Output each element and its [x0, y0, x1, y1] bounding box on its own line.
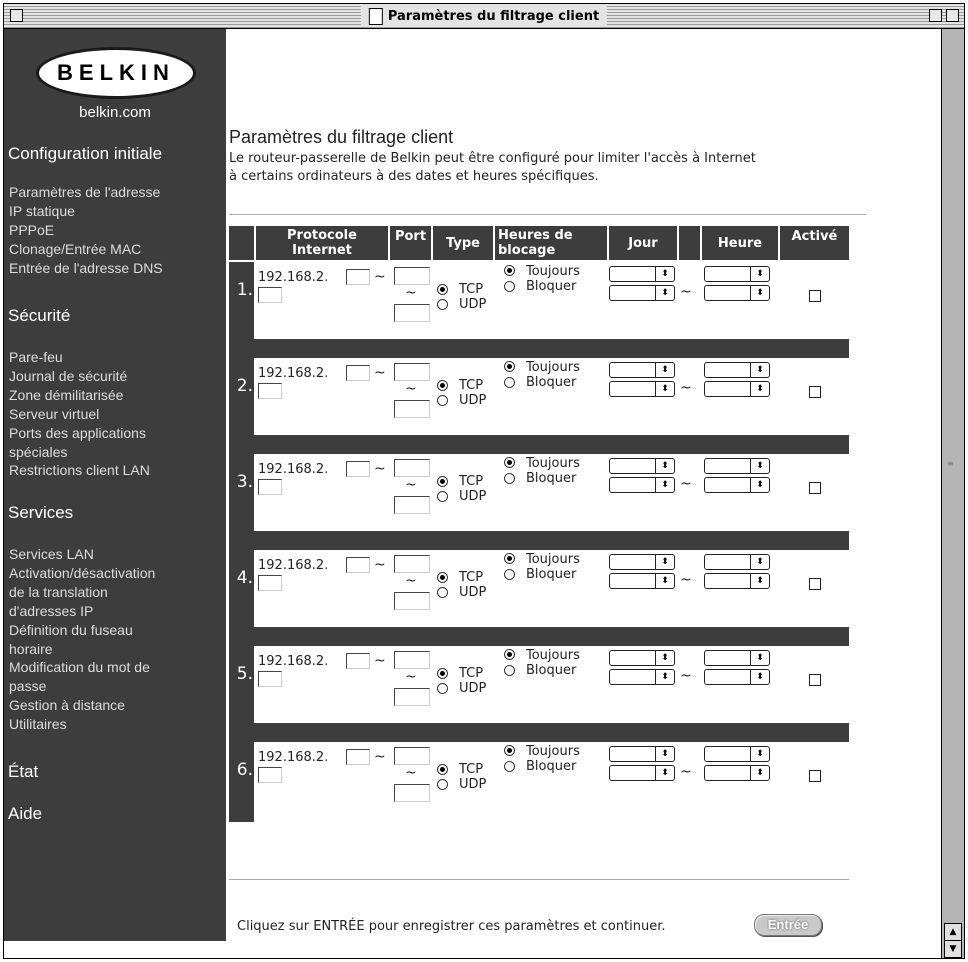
udp-radio[interactable]	[437, 683, 448, 694]
ip-range-tilde: ~	[374, 269, 386, 285]
sidebar-item[interactable]: d'adresses IP	[9, 602, 94, 619]
udp-label: UDP	[459, 585, 487, 600]
select-arrows-icon: ⬍	[655, 267, 674, 281]
ip-end-field[interactable]	[258, 575, 282, 591]
scroll-down-arrow-icon[interactable]: ▼	[944, 940, 962, 958]
always-radio[interactable]	[504, 265, 515, 276]
port-end-field[interactable]	[394, 592, 430, 610]
select-arrows-icon: ⬍	[750, 286, 769, 300]
always-radio[interactable]	[504, 649, 515, 660]
block-label: Bloquer	[526, 663, 577, 678]
header-type: Type	[433, 226, 493, 260]
port-start-field[interactable]	[394, 555, 430, 573]
always-radio[interactable]	[504, 745, 515, 756]
tcp-label: TCP	[459, 666, 484, 681]
ip-prefix: 192.168.2.	[258, 750, 329, 765]
header-port: Port	[390, 226, 431, 260]
select-arrows-icon: ⬍	[750, 382, 769, 396]
block-label: Bloquer	[526, 567, 577, 582]
port-range-tilde: ~	[405, 381, 417, 397]
udp-radio[interactable]	[437, 779, 448, 790]
always-radio[interactable]	[504, 553, 515, 564]
sidebar-item[interactable]: Paramètres de l'adresse	[9, 184, 161, 200]
select-arrows-icon: ⬍	[750, 363, 769, 377]
row-number-cell	[229, 550, 254, 630]
divider-bottom	[229, 879, 849, 880]
row-number-cell	[229, 646, 254, 726]
close-box-icon[interactable]	[10, 9, 23, 22]
sidebar-item[interactable]: Activation/désactivation	[9, 564, 156, 581]
hour-end-select[interactable]	[704, 765, 770, 781]
ip-prefix: 192.168.2.	[258, 462, 329, 477]
sidebar-item[interactable]: Restrictions client LAN	[9, 462, 150, 479]
tcp-label: TCP	[459, 378, 484, 393]
enabled-checkbox[interactable]	[809, 290, 821, 302]
hour-end-select[interactable]	[704, 381, 770, 397]
select-arrows-icon: ⬍	[655, 286, 674, 300]
sidebar-item[interactable]: Clonage/Entrée MAC	[9, 240, 142, 257]
select-arrows-icon: ⬍	[750, 747, 769, 761]
zoom-box-icon[interactable]	[929, 9, 942, 22]
select-arrows-icon: ⬍	[655, 651, 674, 665]
sidebar-item[interactable]: Utilitaires	[9, 716, 67, 733]
tcp-radio[interactable]	[437, 380, 448, 391]
sidebar-heading[interactable]: Services	[8, 503, 74, 522]
sidebar-item[interactable]: Pare-feu	[9, 349, 63, 365]
sidebar-heading[interactable]: Sécurité	[8, 306, 71, 325]
port-start-field[interactable]	[394, 747, 430, 765]
select-arrows-icon: ⬍	[655, 382, 674, 396]
row-separator-band	[229, 627, 849, 646]
tcp-radio[interactable]	[437, 668, 448, 679]
block-label: Bloquer	[526, 279, 577, 294]
always-label: Toujours	[526, 456, 580, 471]
tcp-radio[interactable]	[437, 284, 448, 295]
sidebar-item[interactable]: passe	[9, 678, 47, 695]
select-arrows-icon: ⬍	[655, 459, 674, 473]
row-number-cell	[229, 358, 254, 438]
always-label: Toujours	[526, 648, 580, 663]
port-range-tilde: ~	[405, 765, 417, 781]
select-arrows-icon: ⬍	[655, 363, 674, 377]
scroll-up-arrow-icon[interactable]: ▲	[944, 923, 962, 941]
select-arrows-icon: ⬍	[750, 459, 769, 473]
enabled-checkbox[interactable]	[809, 482, 821, 494]
row-number: 3.	[236, 472, 253, 492]
always-radio[interactable]	[504, 361, 515, 372]
port-range-tilde: ~	[405, 477, 417, 493]
header-block-hours: Heures de blocage	[495, 226, 607, 260]
port-range-tilde: ~	[405, 285, 417, 301]
row-separator-band	[229, 723, 849, 742]
scroll-grip-icon: ≡	[947, 459, 954, 468]
always-label: Toujours	[526, 360, 580, 375]
page-title: Paramètres du filtrage client	[229, 127, 454, 147]
always-label: Toujours	[526, 264, 580, 279]
enabled-checkbox[interactable]	[809, 770, 821, 782]
ip-range-tilde: ~	[374, 749, 386, 765]
port-start-field[interactable]	[394, 363, 430, 381]
port-start-field[interactable]	[394, 651, 430, 669]
document-icon	[369, 8, 383, 25]
udp-radio[interactable]	[437, 491, 448, 502]
sidebar-item[interactable]: horaire	[9, 640, 53, 657]
intro-text	[229, 150, 869, 186]
header-num-cell	[229, 226, 254, 260]
tcp-label: TCP	[459, 282, 484, 297]
select-arrows-icon: ⬍	[655, 555, 674, 569]
hour-end-select[interactable]	[704, 285, 770, 301]
sidebar-item[interactable]: Définition du fuseau	[9, 621, 133, 638]
day-end-select[interactable]	[609, 765, 675, 781]
sidebar-item[interactable]: Ports des applications	[9, 424, 146, 441]
divider-top	[229, 214, 866, 215]
day-start-select[interactable]	[609, 554, 675, 570]
ip-prefix: 192.168.2.	[258, 558, 329, 573]
ip-end-field[interactable]	[258, 479, 282, 495]
row-number: 4.	[236, 568, 253, 588]
collapse-box-icon[interactable]	[946, 9, 959, 22]
hour-start-select[interactable]	[704, 362, 770, 378]
enabled-checkbox[interactable]	[809, 578, 821, 590]
page-content	[4, 29, 942, 958]
port-end-field[interactable]	[394, 304, 430, 322]
enabled-checkbox[interactable]	[809, 674, 821, 686]
vertical-scrollbar[interactable]	[941, 29, 964, 958]
ip-end-field[interactable]	[258, 767, 282, 783]
port-end-field[interactable]	[394, 784, 430, 802]
sidebar-heading[interactable]: État	[8, 762, 39, 781]
day-start-select[interactable]	[609, 746, 675, 762]
hour-end-select[interactable]	[704, 573, 770, 589]
sidebar-item[interactable]: IP statique	[9, 202, 75, 219]
sidebar-heading[interactable]: Configuration initiale	[8, 144, 163, 163]
select-arrows-icon: ⬍	[750, 766, 769, 780]
tcp-label: TCP	[459, 474, 484, 489]
header-hour: Heure	[702, 226, 778, 260]
enabled-checkbox[interactable]	[809, 386, 821, 398]
block-radio[interactable]	[504, 281, 515, 292]
sidebar-item[interactable]: spéciales	[9, 443, 68, 460]
hour-end-select[interactable]	[704, 669, 770, 685]
main-panel	[229, 29, 942, 958]
day-start-select[interactable]	[609, 458, 675, 474]
day-hour-tilde: ~	[680, 572, 692, 588]
ip-end-field[interactable]	[258, 287, 282, 303]
hour-start-select[interactable]	[704, 458, 770, 474]
belkin-logo[interactable]: BELKIN	[36, 47, 196, 99]
sidebar-item[interactable]: Zone démilitarisée	[9, 386, 124, 403]
udp-radio[interactable]	[437, 395, 448, 406]
port-start-field[interactable]	[394, 459, 430, 477]
select-arrows-icon: ⬍	[655, 478, 674, 492]
ip-start-field[interactable]	[346, 461, 370, 477]
udp-label: UDP	[459, 681, 487, 696]
browser-window	[3, 3, 965, 959]
logo-subtitle[interactable]: belkin.com	[79, 104, 151, 121]
window-title: Paramètres du filtrage client	[387, 8, 600, 24]
row-number: 5.	[236, 664, 253, 684]
port-start-field[interactable]	[394, 267, 430, 285]
hour-start-select[interactable]	[704, 746, 770, 762]
block-radio[interactable]	[504, 761, 515, 772]
port-end-field[interactable]	[394, 496, 430, 514]
block-radio[interactable]	[504, 377, 515, 388]
udp-radio[interactable]	[437, 587, 448, 598]
block-label: Bloquer	[526, 759, 577, 774]
ip-range-tilde: ~	[374, 461, 386, 477]
select-arrows-icon: ⬍	[750, 555, 769, 569]
row-separator-band	[229, 531, 849, 550]
footer-instruction: Cliquez sur ENTRÉE pour enregistrer ces paramètres et continuer.	[237, 919, 666, 934]
header-enabled: Activé	[780, 226, 849, 260]
ip-prefix: 192.168.2.	[258, 270, 329, 285]
title-bar	[4, 4, 964, 29]
ip-prefix: 192.168.2.	[258, 654, 329, 669]
entree-button[interactable]: Entrée	[754, 914, 822, 936]
sidebar-item[interactable]: Gestion à distance	[9, 697, 125, 714]
ip-range-tilde: ~	[374, 653, 386, 669]
always-label: Toujours	[526, 552, 580, 567]
always-label: Toujours	[526, 744, 580, 759]
udp-radio[interactable]	[437, 299, 448, 310]
select-arrows-icon: ⬍	[750, 267, 769, 281]
row-separator-band	[229, 339, 849, 358]
row-number-cell	[229, 262, 254, 342]
tcp-label: TCP	[459, 570, 484, 585]
header-spacer	[679, 226, 700, 260]
day-start-select[interactable]	[609, 362, 675, 378]
select-arrows-icon: ⬍	[750, 574, 769, 588]
day-start-select[interactable]	[609, 266, 675, 282]
ip-range-tilde: ~	[374, 365, 386, 381]
udp-label: UDP	[459, 297, 487, 312]
sidebar-item[interactable]: Services LAN	[9, 546, 94, 562]
udp-label: UDP	[459, 393, 487, 408]
block-radio[interactable]	[504, 569, 515, 580]
udp-label: UDP	[459, 489, 487, 504]
select-arrows-icon: ⬍	[750, 478, 769, 492]
day-hour-tilde: ~	[680, 668, 692, 684]
ip-end-field[interactable]	[258, 383, 282, 399]
sidebar-item[interactable]: Modification du mot de	[9, 659, 150, 676]
header-protocol: Protocole Internet	[256, 226, 388, 260]
tcp-radio[interactable]	[437, 572, 448, 583]
row-number-cell	[229, 454, 254, 534]
ip-end-field[interactable]	[258, 671, 282, 687]
tcp-radio[interactable]	[437, 764, 448, 775]
sidebar-item[interactable]: Serveur virtuel	[9, 405, 100, 422]
ip-range-tilde: ~	[374, 557, 386, 573]
sidebar-heading[interactable]: Aide	[8, 804, 43, 823]
ip-start-field[interactable]	[346, 365, 370, 381]
select-arrows-icon: ⬍	[750, 651, 769, 665]
day-end-select[interactable]	[609, 285, 675, 301]
row-number: 2.	[236, 376, 253, 396]
hour-end-select[interactable]	[704, 477, 770, 493]
select-arrows-icon: ⬍	[655, 574, 674, 588]
day-hour-tilde: ~	[680, 764, 692, 780]
ip-start-field[interactable]	[346, 557, 370, 573]
port-range-tilde: ~	[405, 669, 417, 685]
intro-line-1: Le routeur-passerelle de Belkin peut être configuré pour limiter l'accès à Internet	[229, 151, 756, 166]
tcp-radio[interactable]	[437, 476, 448, 487]
header-day: Jour	[609, 226, 677, 260]
hour-start-select[interactable]	[704, 650, 770, 666]
day-end-select[interactable]	[609, 381, 675, 397]
select-arrows-icon: ⬍	[750, 670, 769, 684]
day-hour-tilde: ~	[680, 284, 692, 300]
day-end-select[interactable]	[609, 477, 675, 493]
day-start-select[interactable]	[609, 650, 675, 666]
port-end-field[interactable]	[394, 688, 430, 706]
ip-start-field[interactable]	[346, 269, 370, 285]
select-arrows-icon: ⬍	[655, 766, 674, 780]
sidebar-item[interactable]: de la translation	[9, 583, 108, 600]
block-label: Bloquer	[526, 471, 577, 486]
tcp-label: TCP	[459, 762, 484, 777]
window-title-wrap	[361, 6, 607, 26]
hour-start-select[interactable]	[704, 266, 770, 282]
row-number: 1.	[236, 280, 253, 300]
sidebar-item[interactable]: PPPoE	[9, 221, 55, 238]
port-end-field[interactable]	[394, 400, 430, 418]
select-arrows-icon: ⬍	[655, 747, 674, 761]
row-number: 6.	[236, 760, 253, 780]
row-number-cell	[229, 742, 254, 822]
ip-start-field[interactable]	[346, 749, 370, 765]
row-separator-band	[229, 435, 849, 454]
block-radio[interactable]	[504, 473, 515, 484]
day-end-select[interactable]	[609, 669, 675, 685]
sidebar-item[interactable]: Entrée de l'adresse DNS	[9, 259, 163, 276]
hour-start-select[interactable]	[704, 554, 770, 570]
always-radio[interactable]	[504, 457, 515, 468]
day-hour-tilde: ~	[680, 380, 692, 396]
ip-prefix: 192.168.2.	[258, 366, 329, 381]
block-radio[interactable]	[504, 665, 515, 676]
udp-label: UDP	[459, 777, 487, 792]
ip-start-field[interactable]	[346, 653, 370, 669]
intro-line-2: à certains ordinateurs à des dates et heures spécifiques.	[229, 169, 599, 184]
sidebar-item[interactable]: Journal de sécurité	[9, 367, 128, 384]
port-range-tilde: ~	[405, 573, 417, 589]
day-hour-tilde: ~	[680, 476, 692, 492]
block-label: Bloquer	[526, 375, 577, 390]
sidebar	[4, 29, 226, 941]
select-arrows-icon: ⬍	[655, 670, 674, 684]
day-end-select[interactable]	[609, 573, 675, 589]
